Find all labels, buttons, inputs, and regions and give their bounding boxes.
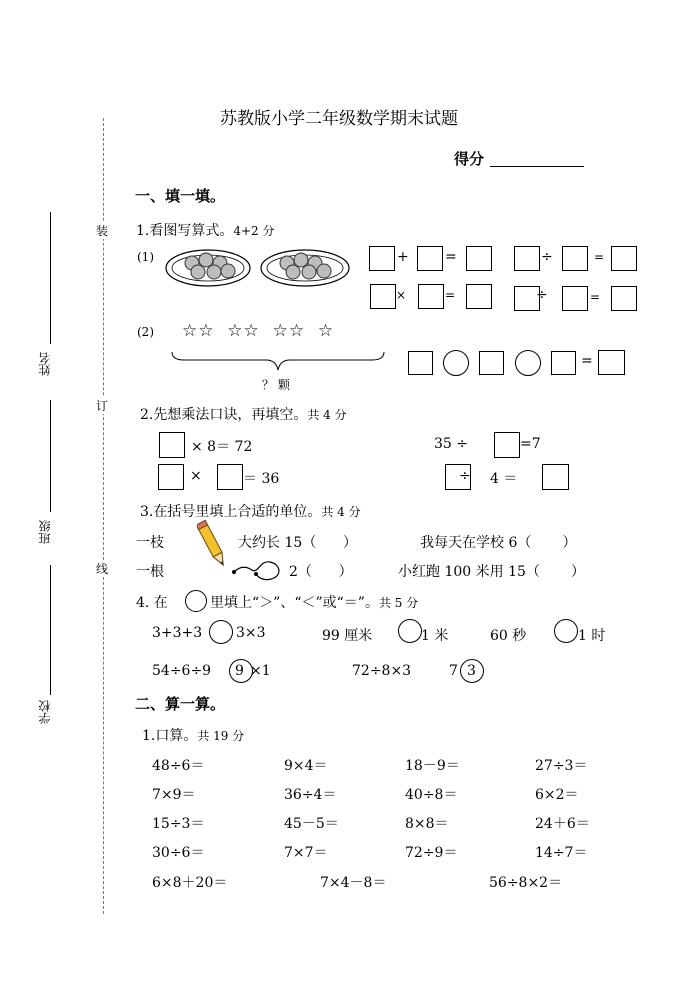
- q4-c4-right: ×1: [250, 663, 271, 679]
- q2-answer-box[interactable]: [542, 464, 569, 490]
- q3-item6: 小红跑 100 米用 15（ ）: [398, 564, 586, 580]
- s2-q1-points: 共 19 分: [197, 729, 245, 743]
- q4-example-circle: [185, 590, 207, 612]
- q2-eq3-right: ＝ 36: [243, 471, 280, 487]
- oral-item: 40÷8＝: [405, 787, 458, 803]
- name-blank-line: [50, 212, 51, 344]
- equals-sign: =: [445, 249, 457, 265]
- page-title: 苏教版小学二年级数学期末试题: [220, 109, 458, 129]
- q1-answer-box[interactable]: [466, 246, 492, 271]
- oral-item: 6×8＋20＝: [152, 875, 228, 891]
- cut-char-1: 装: [96, 224, 109, 238]
- q1-answer-box[interactable]: [514, 246, 540, 271]
- q1-answer-box[interactable]: [370, 284, 396, 309]
- s2-q1-text: [142, 725, 244, 745]
- pencil-icon: [197, 518, 227, 570]
- plate-right-icon: [261, 250, 349, 286]
- cut-char-3: 线: [96, 562, 109, 576]
- q4-c4-circle-text: 9: [235, 663, 244, 679]
- q1-points: 4+2 分: [233, 224, 275, 238]
- q2-answer-box[interactable]: [494, 432, 520, 458]
- q1-sub1-label: (1): [137, 250, 154, 264]
- curly-brace-icon: [170, 350, 386, 374]
- q2-answer-box[interactable]: [159, 432, 185, 458]
- q4-c2-right: 1 米: [421, 628, 449, 644]
- oral-item: 6×2＝: [535, 787, 579, 803]
- q2-points: 共 4 分: [307, 408, 347, 422]
- oral-item: 27÷3＝: [535, 758, 588, 774]
- class-label: 班级: [38, 520, 52, 544]
- oral-item: 7×4－8＝: [320, 875, 387, 891]
- q3-points: 共 4 分: [321, 505, 361, 519]
- q4-points: 共 5 分: [378, 596, 419, 610]
- q4-question: 里填上“＞”、“＜”或“＝”。: [210, 595, 379, 611]
- q2-eq4-div: ÷: [459, 468, 471, 484]
- q4-c4-left: 54÷6÷9: [152, 663, 212, 679]
- school-label: 学校: [38, 700, 52, 724]
- oral-item: 72÷9＝: [405, 845, 458, 861]
- oral-item: 7×9＝: [152, 787, 196, 803]
- q4-c3-left: 60 秒: [490, 628, 527, 644]
- equals-sign: =: [445, 288, 456, 302]
- q1-answer-box[interactable]: [369, 246, 395, 271]
- q4-c3-right: 1 时: [578, 628, 606, 644]
- plus-sign: +: [397, 249, 409, 265]
- q3-item4: 一根: [136, 564, 164, 580]
- q4-c1-left: 3+3+3: [152, 625, 203, 641]
- oral-item: 8×8＝: [405, 816, 449, 832]
- operator-circle[interactable]: [515, 350, 541, 376]
- compare-circle[interactable]: [209, 620, 233, 644]
- section1-heading: 一、填一填。: [135, 187, 226, 205]
- oral-item: 30÷6＝: [152, 845, 205, 861]
- q1-answer-box[interactable]: [479, 351, 504, 375]
- q4-text-post: [210, 592, 418, 612]
- compare-circle[interactable]: [554, 619, 578, 643]
- score-label: 得分: [454, 150, 485, 168]
- q4-c6-left: 7: [449, 663, 458, 679]
- operator-circle[interactable]: [443, 350, 469, 376]
- divide-sign: ÷: [536, 287, 548, 303]
- q2-eq2-right: =7: [520, 436, 541, 452]
- stars-row: ☆☆ ☆☆ ☆☆ ☆: [182, 321, 335, 341]
- name-label: 姓名: [38, 352, 52, 376]
- plate-left-icon: [166, 250, 250, 286]
- q1-answer-box[interactable]: [611, 286, 637, 311]
- s2-q1-question: 1.口算。: [142, 728, 198, 744]
- q2-eq2-left: 35 ÷: [434, 436, 468, 452]
- divide-sign: ÷: [541, 249, 553, 265]
- oral-item: 36÷4＝: [284, 787, 337, 803]
- q3-question: 3.在括号里填上合适的单位。: [140, 504, 322, 520]
- oral-item: 45－5＝: [284, 816, 339, 832]
- q1-question: 1.看图写算式。: [136, 223, 234, 239]
- equals-sign: =: [590, 290, 601, 304]
- oral-item: 48÷6＝: [152, 758, 205, 774]
- class-blank-line: [50, 400, 51, 512]
- school-blank-line: [50, 565, 51, 695]
- q1-answer-box[interactable]: [466, 284, 492, 309]
- q1-answer-box[interactable]: [562, 286, 588, 311]
- q3-item2: 大约长 15（ ）: [238, 535, 357, 551]
- oral-item: 14÷7＝: [535, 845, 588, 861]
- q4-c2-left: 99 厘米: [322, 628, 373, 644]
- score-blank-line: [490, 166, 584, 167]
- q1-answer-box[interactable]: [551, 351, 576, 375]
- equals-sign: =: [594, 250, 605, 264]
- section2-heading: 二、算一算。: [135, 695, 226, 713]
- q2-text: [140, 404, 347, 424]
- q1-answer-box[interactable]: [418, 284, 444, 309]
- cut-char-2: 订: [96, 399, 109, 413]
- equals-sign: =: [581, 353, 593, 369]
- q4-text-pre: 4. 在: [136, 595, 168, 611]
- q1-answer-box[interactable]: [562, 246, 588, 271]
- oral-item: 24＋6＝: [535, 816, 590, 832]
- q2-answer-box[interactable]: [217, 464, 243, 490]
- q3-item1: 一枝: [136, 535, 164, 551]
- rope-icon: [230, 556, 286, 584]
- times-sign: ×: [396, 288, 407, 302]
- q1-answer-box[interactable]: [611, 246, 637, 271]
- brace-label: ？ 颗: [262, 378, 290, 392]
- q2-eq1: × 8＝ 72: [191, 439, 253, 455]
- q4-c6-circle-text: 3: [467, 663, 476, 679]
- q2-eq3-times: ×: [190, 468, 202, 484]
- q2-answer-box[interactable]: [158, 464, 184, 490]
- q4-c1-right: 3×3: [236, 625, 266, 641]
- q2-question: 2.先想乘法口诀，再填空。: [140, 407, 308, 423]
- compare-circle[interactable]: [398, 619, 422, 643]
- oral-item: 18－9＝: [405, 758, 460, 774]
- q3-item3: 我每天在学校 6（ ）: [420, 535, 577, 551]
- q3-text: [140, 501, 361, 521]
- q3-item5: 2（ ）: [289, 564, 353, 580]
- oral-item: 15÷3＝: [152, 816, 205, 832]
- oral-item: 7×7＝: [284, 845, 328, 861]
- q4-c5: 72÷8×3: [352, 663, 412, 679]
- q1-answer-box[interactable]: [408, 351, 433, 375]
- q1-sub2-label: (2): [137, 325, 154, 339]
- oral-item: 56÷8×2＝: [489, 875, 563, 891]
- q1-text: [136, 220, 275, 240]
- oral-item: 9×4＝: [284, 758, 328, 774]
- q1-answer-box[interactable]: [417, 246, 443, 271]
- q2-eq4-mid: 4 ＝: [490, 471, 518, 487]
- q1-answer-box[interactable]: [598, 350, 625, 375]
- plates-illustration: [164, 244, 354, 290]
